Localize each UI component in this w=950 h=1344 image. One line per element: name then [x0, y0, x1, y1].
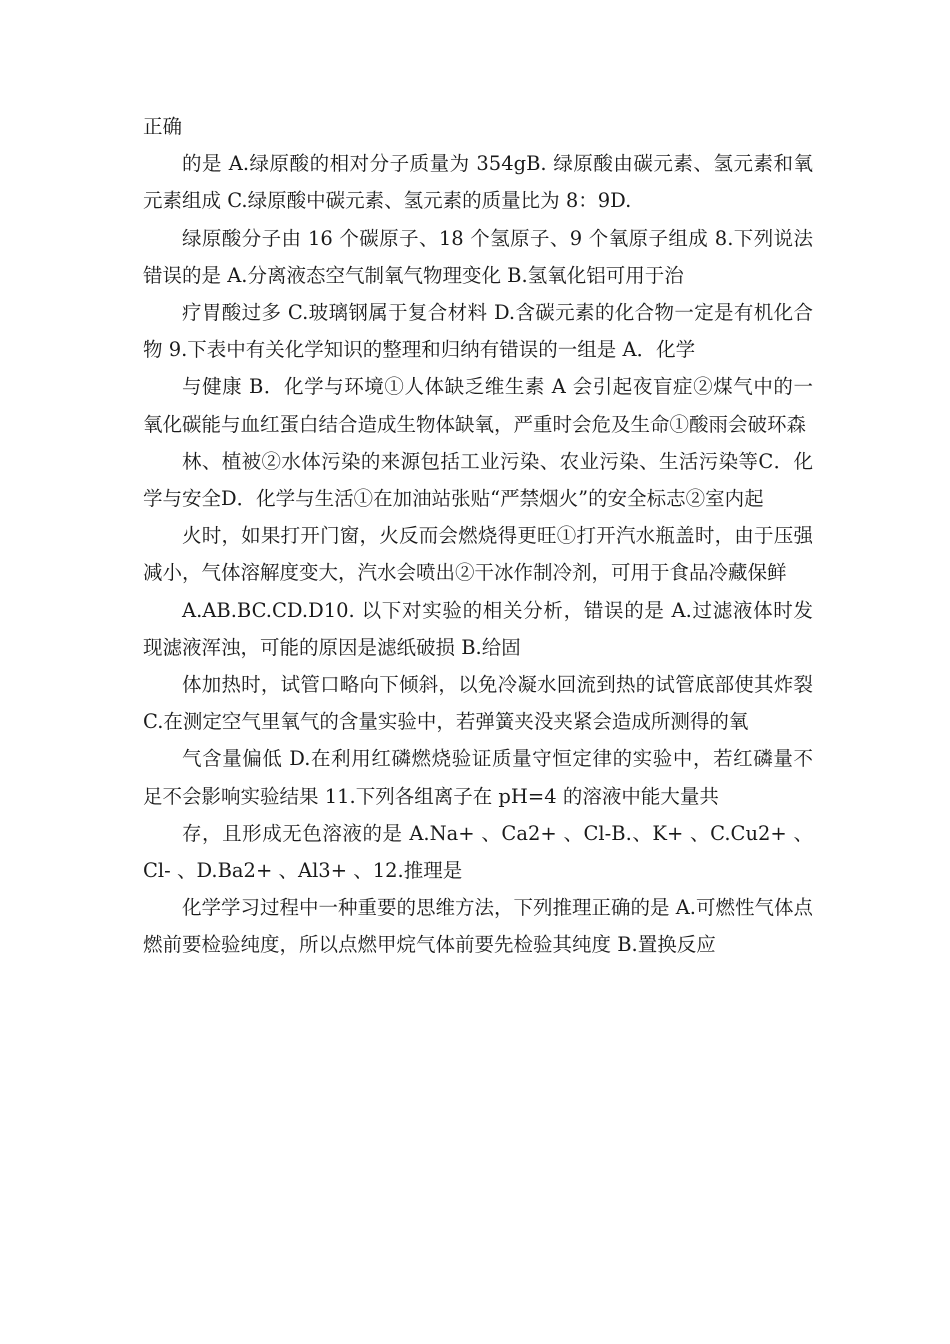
- paragraph: 火时，如果打开门窗，火反而会燃烧得更旺①打开汽水瓶盖时，由于压强减小，气体溶解度变大，汽水会喷出②干冰作制冷剂，可用于食品冷藏保鲜: [143, 524, 813, 585]
- paragraph: 绿原酸分子由 16 个碳原子、18 个氢原子、9 个氧原子组成 8.下列说法错误的是 A.分离液态空气制氧气物理变化 B.氢氧化铝可用于治: [143, 226, 813, 287]
- paragraph: A.AB.BC.CD.D10. 以下对实验的相关分析，错误的是 A.过滤液体时发现滤液浑浊，可能的原因是滤纸破损 B.给固: [143, 598, 813, 659]
- paragraph: 化学学习过程中一种重要的思维方法，下列推理正确的是 A.可燃性气体点燃前要检验纯度，所以点燃甲烷气体前要先检验其纯度 B.置换反应: [143, 896, 813, 957]
- paragraph: 的是 A.绿原酸的相对分子质量为 354gB. 绿原酸由碳元素、氢元素和氧元素组成 C.绿原酸中碳元素、氢元素的质量比为 8：9D.: [143, 152, 813, 213]
- paragraph: 与健康 B．化学与环境①人体缺乏维生素 A 会引起夜盲症②煤气中的一氧化碳能与血红蛋白结合造成生物体缺氧，严重时会危及生命①酸雨会破环森: [143, 375, 813, 436]
- paragraph: 存，且形成无色溶液的是 A.Na+ 、Ca2+ 、Cl-B.、K+ 、C.Cu2+ 、Cl- 、D.Ba2+ 、Al3+ 、12.推理是: [143, 821, 813, 883]
- paragraph: 正确: [143, 115, 183, 138]
- paragraph: 林、植被②水体污染的来源包括工业污染、农业污染、生活污染等C．化学与安全D．化学与生活①在加油站张贴“严禁烟火”的安全标志②室内起: [143, 449, 813, 511]
- paragraph: 体加热时，试管口略向下倾斜，以免冷凝水回流到热的试管底部使其炸裂 C.在测定空气里氧气的含量实验中，若弹簧夹没夹紧会造成所测得的氧: [143, 673, 813, 734]
- paragraph: 疗胃酸过多 C.玻璃钢属于复合材料 D.含碳元素的化合物一定是有机化合物 9.下表中有关化学知识的整理和归纳有错误的一组是 A．化学: [143, 301, 813, 362]
- paragraph: 气含量偏低 D.在利用红磷燃烧验证质量守恒定律的实验中，若红磷量不足不会影响实验结果 11.下列各组离子在 pH=4 的溶液中能大量共: [143, 747, 813, 808]
- document-body: [143, 108, 813, 964]
